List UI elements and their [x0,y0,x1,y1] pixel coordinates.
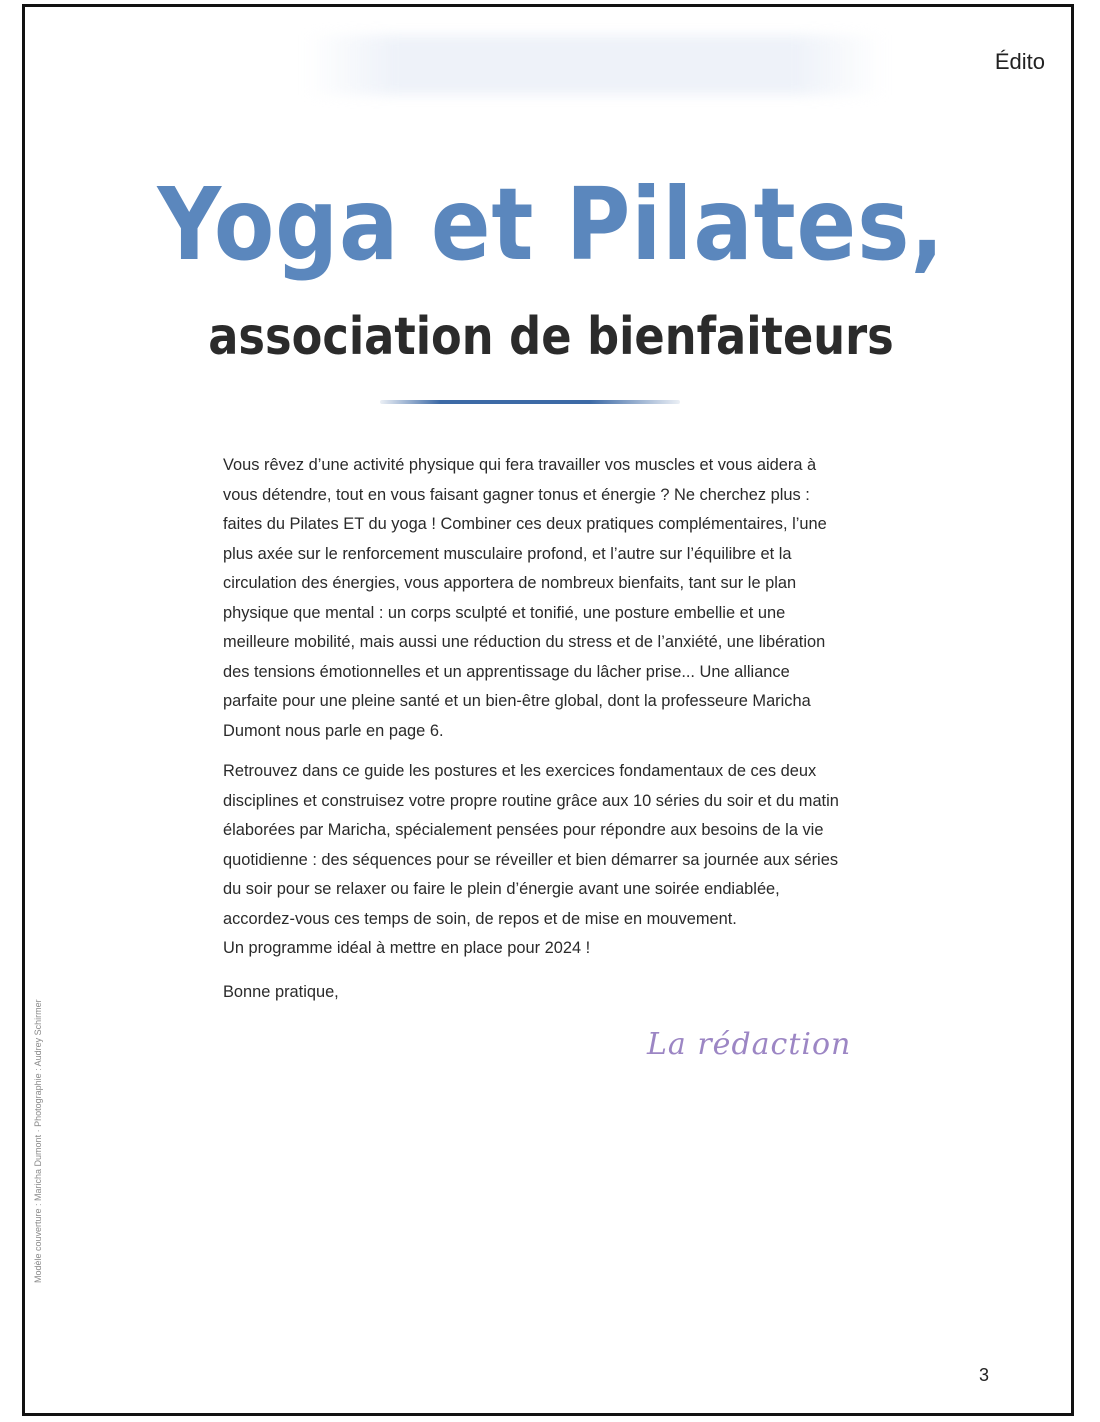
paragraph-3: Un programme idéal à mettre en place pour 2024 ! [223,939,591,957]
paragraph-2: Retrouvez dans ce guide les postures et les exercices fondamentaux de ces deux disciplines et construisez votre propre routine grâce aux 10 séries du soir et du matin élaborées par Maricha, spécialement pensées pour répondre aux besoins de la vie quotidienne : des séquences pour se réveiller et bien démarrer sa journée aux séries du soir pour se relaxer ou faire le plein d’énergie avant une soirée endiablée, accordez-vous ces temps de soin, de repos et de mise en mouvement. [223,762,839,928]
title-divider [380,400,680,404]
page-subtitle: association de bienfaiteurs [208,307,894,367]
section-label: Édito [994,49,1045,74]
page-number: 3 [978,1365,989,1385]
editorial-body [223,451,843,1018]
photo-credit: Modèle couverture : Maricha Dumont · Photographie : Audrey Schirmer [33,999,43,1283]
faded-header-band [305,35,885,95]
magazine-page [22,4,1074,1416]
signature: La rédaction [647,1027,852,1062]
page-title: Yoga et Pilates, [157,166,945,283]
paragraph-1: Vous rêvez d’une activité physique qui fera travailler vos muscles et vous aidera à vous détendre, tout en vous faisant gagner tonus et énergie ? Ne cherchez plus : faites du Pilates ET du yoga ! Combiner ces deux pratiques complémentaires, l’une plus axée sur le renforcement musculaire profond, et l’autre sur l’équilibre et la circulation des énergies, vous apportera de nombreux bienfaits, tant sur le plan physique que mental : un corps sculpté et tonifié, une posture embellie et une meilleure mobilité, mais aussi une réduction du stress et de l’anxiété, une libération des tensions émotionnelles et un apprentissage du lâcher prise... Une alliance parfaite pour une pleine santé et un bien-être global, dont la professeure Maricha Dumont nous parle en page 6. [223,456,827,740]
closing-line: Bonne pratique, [223,982,339,1001]
